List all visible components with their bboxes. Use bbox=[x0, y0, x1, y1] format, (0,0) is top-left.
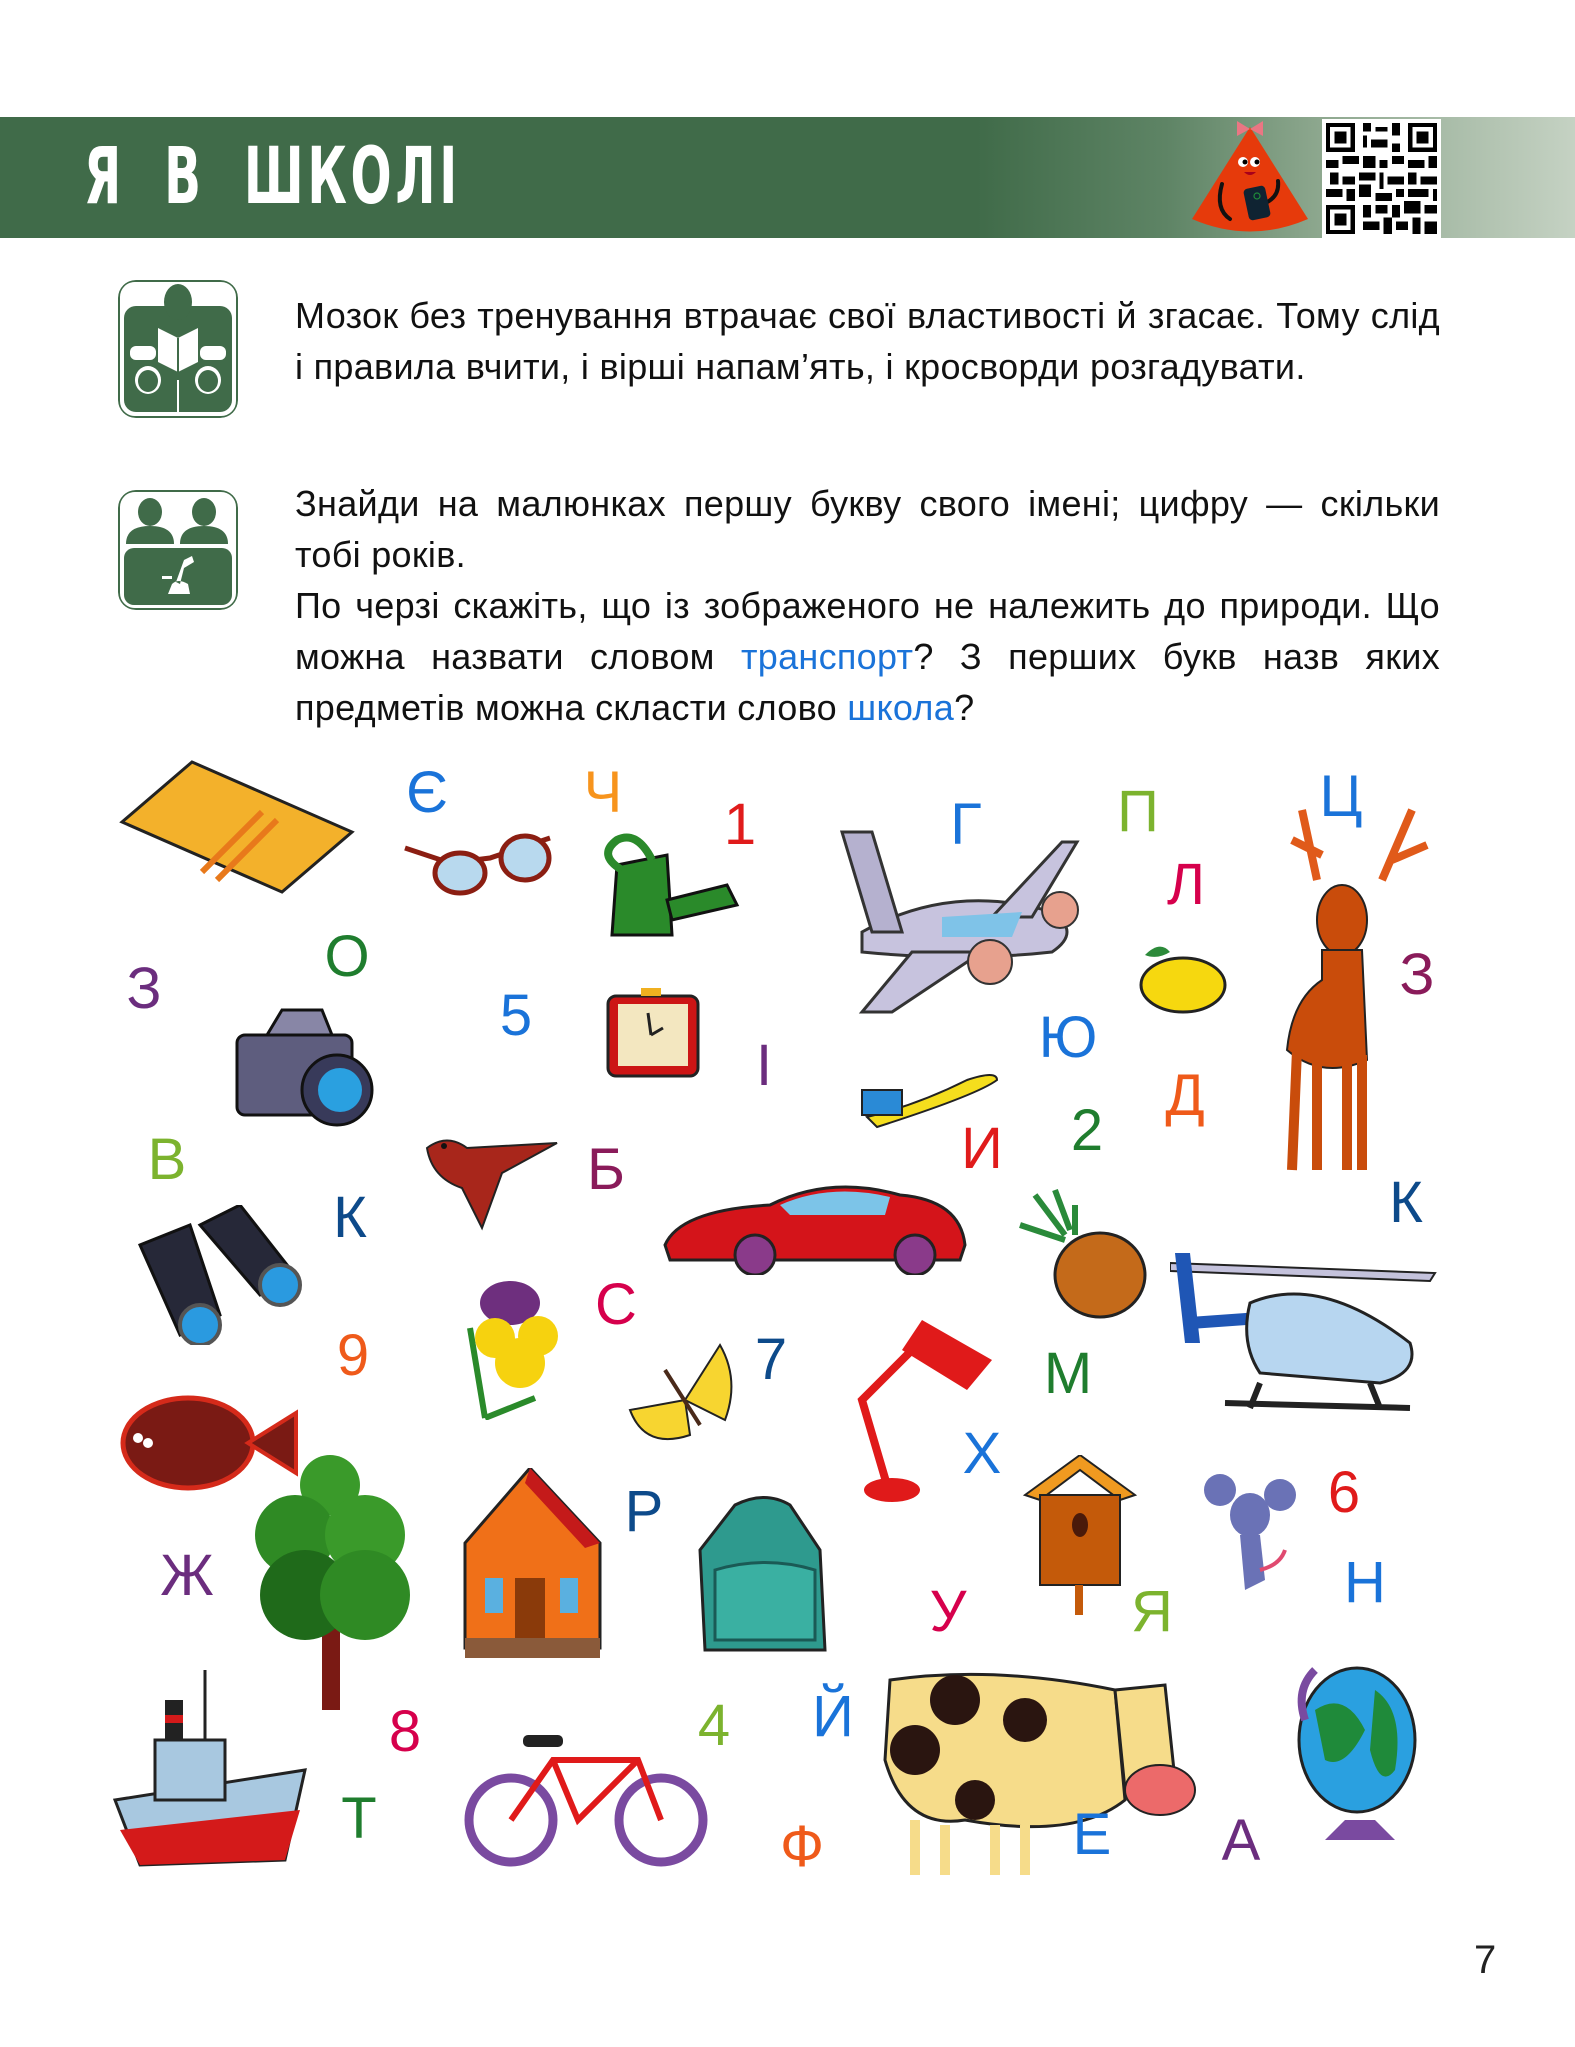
letter-glyph: Д bbox=[1165, 1063, 1205, 1128]
letter-glyph: З bbox=[126, 956, 162, 1021]
letter-glyph: Х bbox=[962, 1421, 1002, 1486]
letter-glyph: 4 bbox=[697, 1693, 731, 1758]
pineapple-icon bbox=[1015, 1185, 1160, 1320]
highlight-transport: транспорт bbox=[740, 636, 914, 677]
task-paragraph bbox=[295, 478, 1440, 733]
letter-glyph: 8 bbox=[388, 1699, 422, 1764]
letter-glyph: Ц bbox=[1319, 764, 1363, 829]
birdhouse-icon bbox=[1020, 1455, 1140, 1615]
pair-work-microscope-icon bbox=[118, 490, 238, 610]
letter-glyph: О bbox=[324, 924, 370, 989]
letter-glyph: І bbox=[755, 1033, 773, 1098]
letter-glyph: К bbox=[1389, 1170, 1423, 1235]
reading-group-icon bbox=[118, 280, 238, 418]
letter-glyph: Ф bbox=[779, 1814, 825, 1879]
camera-icon bbox=[232, 1000, 382, 1135]
house-icon bbox=[455, 1468, 610, 1668]
globe-icon bbox=[1285, 1650, 1425, 1850]
watering-can-icon bbox=[597, 825, 742, 950]
mouse-icon bbox=[1200, 1470, 1300, 1595]
letter-glyph: С bbox=[595, 1272, 637, 1337]
butterfly-icon bbox=[625, 1340, 745, 1455]
letter-glyph: Я bbox=[1131, 1579, 1173, 1644]
letter-glyph: П bbox=[1117, 779, 1159, 844]
letter-glyph: 9 bbox=[336, 1323, 370, 1388]
binoculars-icon bbox=[130, 1205, 305, 1345]
letter-glyph: К bbox=[333, 1185, 367, 1250]
sports-car-icon bbox=[660, 1175, 970, 1275]
helicopter-icon bbox=[1170, 1243, 1455, 1423]
bicycle-icon bbox=[463, 1720, 709, 1870]
letter-glyph: М bbox=[1043, 1341, 1093, 1406]
backpack-icon bbox=[685, 1490, 850, 1665]
letter-glyph: 7 bbox=[754, 1327, 788, 1392]
pansy-flower-icon bbox=[450, 1278, 568, 1420]
alarm-clock-icon bbox=[603, 988, 718, 1088]
ship-icon bbox=[110, 1670, 310, 1870]
cow-icon bbox=[875, 1660, 1205, 1880]
intro-paragraph: Мозок без тренування втрачає свої властивості й згасає. Тому слід і правила вчити, і вірші напам’ять, і кросворди розгадувати. bbox=[295, 295, 1440, 387]
letter-glyph: И bbox=[961, 1116, 1003, 1181]
letter-glyph: 1 bbox=[723, 792, 757, 857]
qr-code-icon[interactable] bbox=[1322, 119, 1441, 238]
page-number: 7 bbox=[1474, 1938, 1497, 1982]
letter-glyph: Р bbox=[624, 1479, 664, 1544]
mascot-icon bbox=[1190, 119, 1310, 238]
letter-glyph: В bbox=[147, 1127, 187, 1192]
letter-glyph: Ю bbox=[1038, 1005, 1098, 1070]
letter-glyph: Г bbox=[950, 792, 982, 857]
lemon-icon bbox=[1125, 940, 1230, 1015]
highlight-shkola: школа bbox=[847, 687, 955, 728]
letter-glyph: Й bbox=[812, 1684, 854, 1749]
letter-glyph: 2 bbox=[1070, 1098, 1104, 1163]
letter-glyph: Ч bbox=[583, 760, 623, 825]
task-line-1: Знайди на малюнках першу букву свого імені; цифру — скільки тобі років. bbox=[295, 483, 1440, 575]
letter-glyph: 5 bbox=[499, 983, 533, 1048]
letter-glyph: Е bbox=[1072, 1802, 1112, 1867]
letter-glyph: Л bbox=[1166, 852, 1206, 917]
letter-glyph: Б bbox=[586, 1137, 626, 1202]
towel-icon bbox=[112, 752, 364, 902]
letter-glyph: А bbox=[1221, 1808, 1261, 1873]
letter-glyph: У bbox=[929, 1579, 967, 1644]
bird-icon bbox=[422, 1128, 562, 1233]
letter-glyph: Н bbox=[1344, 1550, 1386, 1615]
task-line-2: По черзі скажіть, що із зображеного не належить до природи. Що можна назвати словом транспорт? З перших букв назв яких предметів можна скласти слово школа? bbox=[295, 585, 1440, 728]
letter-glyph: З bbox=[1399, 942, 1435, 1007]
glasses-icon bbox=[400, 818, 555, 898]
letter-glyph: Т bbox=[341, 1786, 377, 1851]
letter-glyph: Ж bbox=[160, 1543, 214, 1608]
letter-glyph: 6 bbox=[1327, 1460, 1361, 1525]
chapter-title: Я В ШКОЛІ bbox=[84, 132, 461, 222]
letter-glyph: Є bbox=[406, 760, 448, 825]
